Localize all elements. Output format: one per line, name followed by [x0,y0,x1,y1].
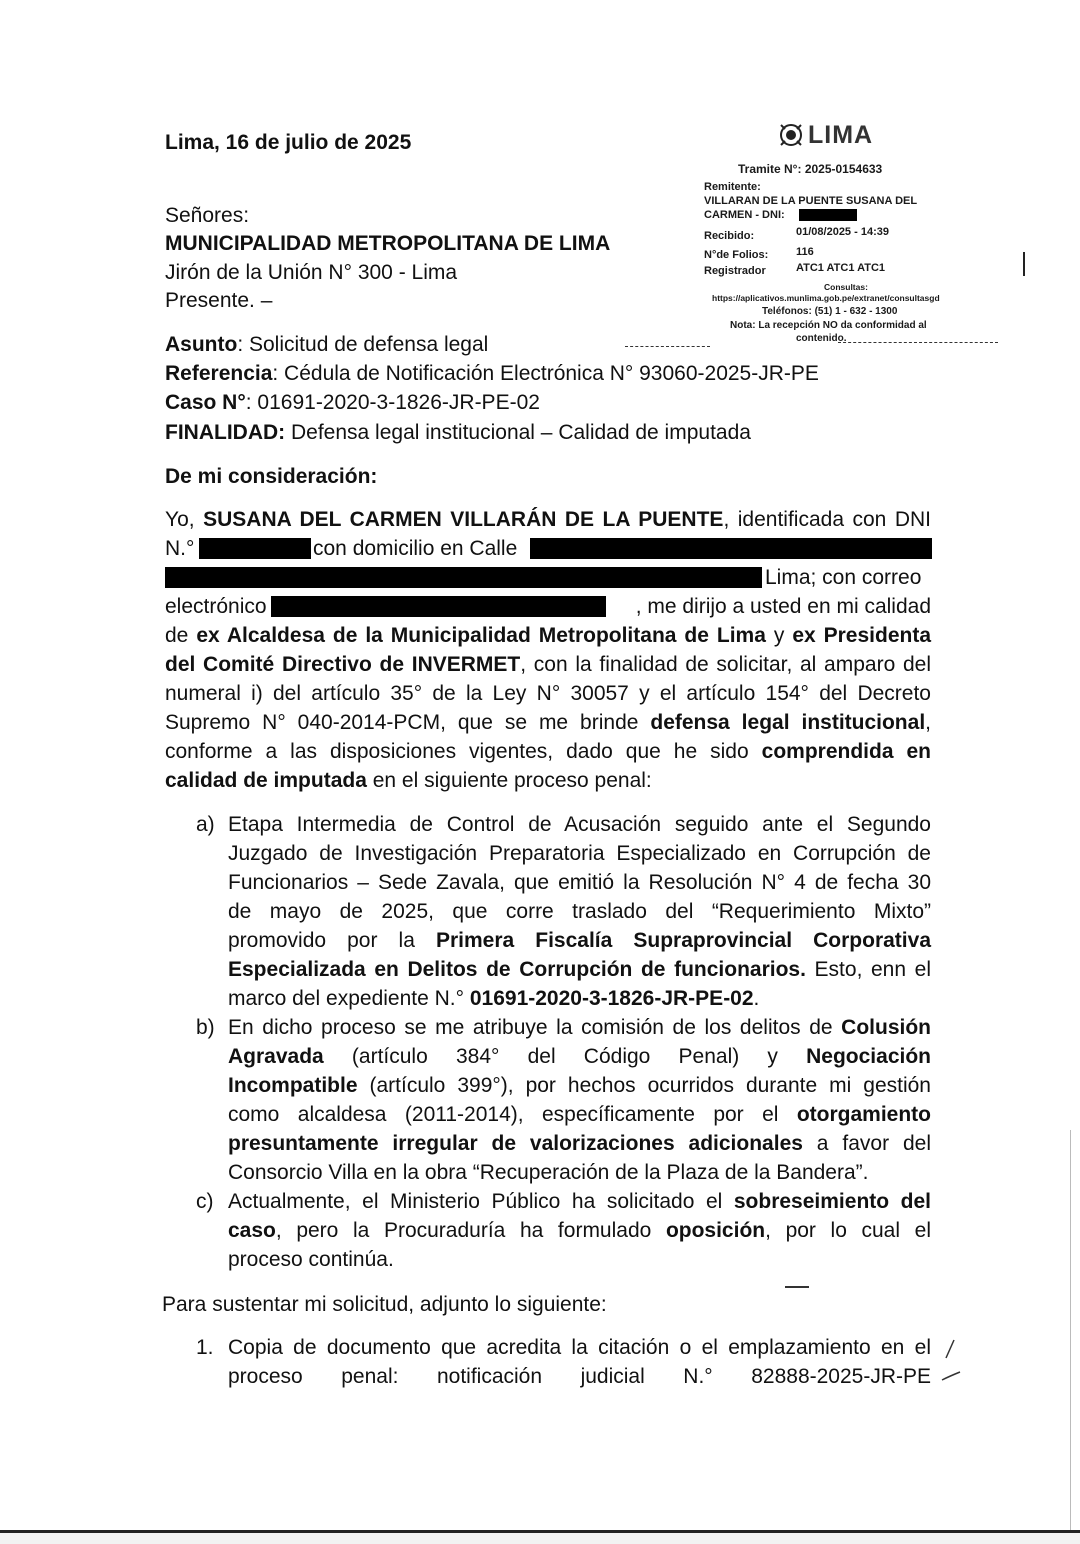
consultas-url: https://aplicativos.munlima.gob.pe/extranet/consultasgd [712,293,940,303]
list-a-line-4: de mayo de 2025, que corre traslado del “Requerimiento Mixto” [228,900,931,923]
nota-line-2: contenido. [796,333,847,344]
attachment-1-marker: 1. [196,1336,214,1359]
body-line-5: de ex Alcaldesa de la Municipalidad Metropolitana de Lima y ex Presidenta [165,624,932,647]
lima-logo [776,122,886,148]
list-marker-a: a) [196,813,215,836]
body-line-4a: electrónico [165,595,267,618]
recibido-label: Recibido: [704,230,755,242]
registrador-label: Registrador [704,265,766,277]
attachments-intro: Para sustentar mi solicitud, adjunto lo siguiente: [162,1293,607,1316]
stamp-dashed-line-right [838,342,998,343]
list-b-line-1: En dicho proceso se me atribuye la comisión de los delitos de Colusión [228,1016,931,1039]
list-b-line-3: Incompatible (artículo 399°), por hechos ocurridos durante mi gestión [228,1074,931,1097]
addressee-present: Presente. – [165,289,273,312]
body-line-9: conforme a las disposiciones vigentes, dado que he sido comprendida en [165,740,931,763]
list-a-line-6: Especializada en Delitos de Corrupción de funcionarios. Esto, enn el [228,958,931,981]
attachment-1-line-2: proceso penal: notificación judicial N.° 82888-2025-JR-PE [228,1365,931,1388]
telefonos: Teléfonos: (51) 1 - 632 - 1300 [762,306,898,317]
list-a-line-3: Funcionarios – Sede Zavala, que emitió la Resolución N° 4 de fecha 30 [228,871,931,894]
list-b-line-2: Agravada (artículo 384° del Código Penal) y Negociación [228,1045,931,1068]
addressee-address: Jirón de la Unión N° 300 - Lima [165,261,458,284]
folios-label: N°de Folios: [704,249,769,261]
list-b-line-4: como alcaldesa (2011-2014), específicamente por el otorgamiento [228,1103,931,1126]
referencia-line: Referencia: Cédula de Notificación Electrónica N° 93060-2025-JR-PE [165,362,819,385]
nota-line-1: Nota: La recepción NO da conformidad al [730,320,927,331]
reception-stamp [700,118,980,358]
list-a-line-1: Etapa Intermedia de Control de Acusación seguido ante el Segundo [228,813,931,836]
folios-value: 116 [796,246,814,258]
lima-logo-text: LIMA [808,121,874,149]
lima-crest-icon [776,122,806,148]
body-line-2a: N.° [165,537,195,560]
list-c-line-2: caso, pero la Procuraduría ha formulado oposición, por lo cual el [228,1219,931,1242]
redacted-dni-stamp [799,209,857,221]
body-line-2b: con domicilio en Calle [313,537,518,560]
body-line-7: numeral i) del artículo 35° de la Ley N° 30057 y el artículo 154° del Decreto [165,682,931,705]
list-b-line-6: Consorcio Villa en la obra “Recuperación de la Plaza de la Bandera”. [228,1161,869,1184]
list-c-line-3: proceso continúa. [228,1248,394,1271]
redacted-dni [199,538,311,559]
remitente-line-2: CARMEN - DNI: [704,209,785,221]
asunto-line: Asunto: Solicitud de defensa legal [165,333,489,356]
body-line-3: Lima; con correo [765,566,922,589]
finalidad-line: FINALIDAD: Defensa legal institucional – Calidad de imputada [165,421,751,444]
caso-line: Caso N°: 01691-2020-3-1826-JR-PE-02 [165,391,540,414]
redacted-email [271,596,606,617]
remitente-line-1: VILLARAN DE LA PUENTE SUSANA DEL [704,195,918,207]
list-marker-b: b) [196,1016,215,1039]
body-line-1: Yo, SUSANA DEL CARMEN VILLARÁN DE LA PUENTE, identificada con DNI [165,508,931,531]
salutation: De mi consideración: [165,465,378,488]
body-line-4b: , me dirijo a usted en mi calidad [635,595,931,618]
remitente-label: Remitente: [704,181,761,193]
list-c-line-1: Actualmente, el Ministerio Público ha solicitado el sobreseimiento del [228,1190,931,1213]
list-b-line-5: presuntamente irregular de valorizaciones adicionales a favor del [228,1132,931,1155]
body-line-10: calidad de imputada en el siguiente proceso penal: [165,769,652,792]
body-line-6: del Comité Directivo de INVERMET, con la finalidad de solicitar, al amparo del [165,653,931,676]
tramite-number: Tramite N°: 2025-0154633 [738,162,883,176]
list-a-line-2: Juzgado de Investigación Preparatoria Especializado en Corrupción de [228,842,931,865]
margin-mark [1023,252,1025,276]
redacted-address-2 [165,567,762,588]
list-marker-c: c) [196,1190,214,1213]
addressee-entity: MUNICIPALIDAD METROPOLITANA DE LIMA [165,232,611,255]
document-date: Lima, 16 de julio de 2025 [165,131,412,154]
list-a-line-7: marco del expediente N.° 01691-2020-3-1826-JR-PE-02. [228,987,760,1010]
registrador-value: ATC1 ATC1 ATC1 [796,262,886,274]
list-a-line-5: promovido por la Primera Fiscalía Supraprovincial Corporativa [228,929,931,952]
pen-mark [936,1336,964,1386]
addressee-greeting: Señores: [165,204,250,227]
recibido-value: 01/08/2025 - 14:39 [796,226,889,238]
scan-right-edge [1070,1130,1071,1530]
body-line-8: Supremo N° 040-2014-PCM, que se me brinde defensa legal institucional, [165,711,931,734]
redacted-address-1 [530,538,932,559]
stamp-dashed-line-left [625,346,710,347]
scan-bottom-margin [0,1533,1080,1544]
consultas-label: Consultas: [824,282,868,292]
stray-mark [785,1286,809,1288]
attachment-1-line-1: Copia de documento que acredita la citación o el emplazamiento en el [228,1336,931,1359]
